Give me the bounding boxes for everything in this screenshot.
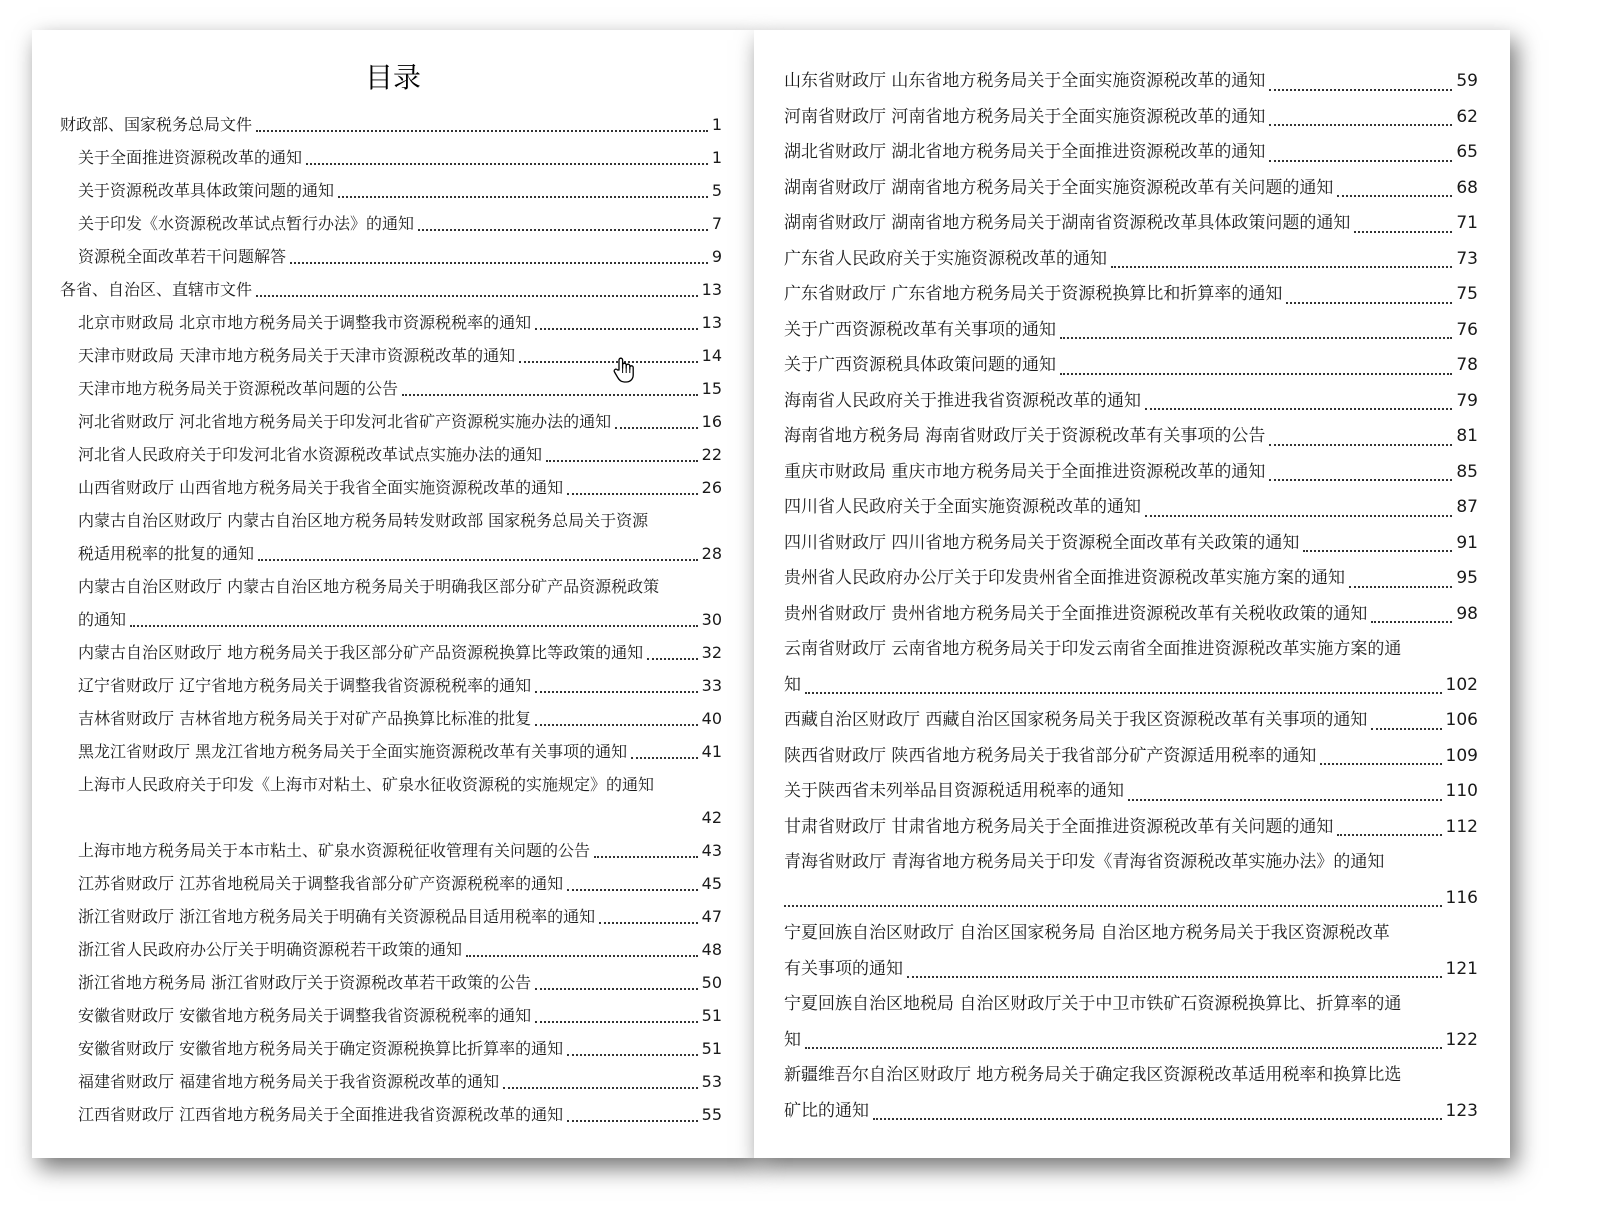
dot-leader [535,957,698,990]
toc-entry-title: 内蒙古自治区财政厅 内蒙古自治区地方税务局转发财政部 国家税务总局关于资源 [78,511,649,530]
toc-page-number: 116 [1445,887,1478,908]
toc-entry[interactable] [32,1098,754,1131]
toc-entry-title: 湖南省财政厅 湖南省地方税务局关于全面实施资源税改革有关问题的通知 [784,177,1334,198]
toc-entry-title: 河北省人民政府关于印发河北省水资源税改革试点实施办法的通知 [78,445,543,464]
dot-leader [1269,126,1452,162]
toc-page-number: 65 [1456,142,1478,162]
toc-entry-title: 重庆市财政局 重庆市地方税务局关于全面推进资源税改革的通知 [784,461,1266,482]
toc-page-number: 26 [701,478,722,497]
toc-entry-title: 西藏自治区财政厅 西藏自治区国家税务局关于我区资源税改革有关事项的通知 [784,710,1368,730]
toc-entry-title-continued: 的通知 [78,610,127,629]
dot-leader [519,330,698,363]
toc-entry[interactable] [32,735,754,768]
toc-page-number: 50 [701,973,722,992]
toc-entry-title-continued: 矿比的通知 [784,1100,869,1121]
toc-page-number: 62 [1456,106,1478,127]
toc-entry-title: 宁夏回族自治区财政厅 自治区国家税务局 自治区地方税务局关于我区资源税改革 [784,923,1390,943]
toc-page-number: 40 [701,709,722,728]
dot-leader [1269,446,1452,482]
dot-leader [338,165,708,198]
toc-page-number: 7 [711,214,722,233]
toc-entry-title-continued: 知 [784,1029,801,1050]
toc-entry-title: 各省、自治区、直辖市文件 [60,280,253,299]
toc-entry-title: 甘肃省财政厅 甘肃省地方税务局关于全面推进资源税改革有关问题的通知 [784,816,1334,837]
dot-leader [503,1056,698,1089]
toc-entry-title: 陕西省财政厅 陕西省地方税务局关于我省部分矿产资源适用税率的通知 [784,745,1317,766]
dot-leader [1128,765,1442,801]
toc-page-number: 71 [1456,213,1478,233]
toc-page-number: 122 [1445,1029,1478,1050]
toc-entry[interactable] [32,504,754,570]
toc-page-number: 1 [711,115,722,134]
toc-page-number: 75 [1456,284,1478,304]
dot-leader [1269,91,1452,127]
dot-leader [535,990,698,1023]
toc-entry-title: 贵州省财政厅 贵州省地方税务局关于全面推进资源税改革有关税收政策的通知 [784,603,1368,624]
toc-entry-title: 湖南省财政厅 湖南省地方税务局关于湖南省资源税改革具体政策问题的通知 [784,213,1351,233]
toc-page-number: 109 [1445,745,1478,766]
toc-page-number: 51 [701,1006,722,1025]
toc-entry-title: 广东省人民政府关于实施资源税改革的通知 [784,248,1107,269]
toc-entry-title-continued: 知 [784,674,801,695]
dot-leader [418,198,708,231]
toc-page-number: 85 [1456,461,1478,482]
toc-entry-title: 青海省财政厅 青海省地方税务局关于印发《青海省资源税改革实施办法》的通知 [784,852,1385,872]
dot-leader [466,924,698,957]
toc-entry-title: 湖北省财政厅 湖北省地方税务局关于全面推进资源税改革的通知 [784,142,1266,162]
toc-page-number: 59 [1456,71,1478,91]
dot-leader [256,264,698,297]
dot-leader [1349,552,1452,588]
toc-entry-title: 海南省地方税务局 海南省财政厅关于资源税改革有关事项的公告 [784,426,1266,446]
toc-entry-title: 关于印发《水资源税改革试点暂行办法》的通知 [78,214,415,233]
toc-page-number: 53 [701,1072,722,1091]
dot-leader [1269,410,1452,446]
toc-entry-title: 浙江省地方税务局 浙江省财政厅关于资源税改革若干政策的公告 [78,973,532,992]
dot-leader [130,594,698,627]
dot-leader [1371,588,1452,624]
toc-page-number: 13 [701,313,722,332]
toc-page-number: 79 [1456,390,1478,411]
dot-leader [631,726,698,759]
toc-page-number: 98 [1456,603,1478,624]
toc-page-number: 106 [1445,710,1478,730]
toc-page-number: 32 [701,643,722,662]
toc-entry-title: 福建省财政厅 福建省地方税务局关于我省资源税改革的通知 [78,1072,500,1091]
toc-entry[interactable] [754,916,1510,987]
dot-leader [784,872,1442,908]
dot-leader [546,429,698,462]
toc-entry-title: 关于广西资源税改革有关事项的通知 [784,319,1056,340]
toc-title: 目录 [364,61,421,94]
toc-entry-title: 海南省人民政府关于推进我省资源税改革的通知 [784,390,1141,411]
toc-entry-title: 江西省财政厅 江西省地方税务局关于全面推进我省资源税改革的通知 [78,1105,564,1124]
toc-entry-title: 上海市人民政府关于印发《上海市对粘土、矿泉水征收资源税的实施规定》的通知 [78,775,655,794]
toc-page-number: 87 [1456,497,1478,517]
toc-entry-title: 浙江省人民政府办公厅关于明确资源税若干政策的通知 [78,940,463,959]
toc-page-number: 15 [701,379,722,398]
toc-page-number: 78 [1456,355,1478,375]
toc-entry-title: 资源税全面改革若干问题解答 [78,247,287,266]
dot-leader [1145,375,1452,411]
toc-page-number: 102 [1445,674,1478,695]
toc-entry-title: 关于广西资源税具体政策问题的通知 [784,355,1056,375]
toc-page-number: 42 [701,808,722,827]
toc-page-number: 13 [701,280,722,299]
dot-leader [805,1014,1442,1050]
toc-page-number: 68 [1456,177,1478,198]
toc-page-number: 110 [1445,781,1478,801]
toc-entry-title: 辽宁省财政厅 辽宁省地方税务局关于调整我省资源税税率的通知 [78,676,532,695]
toc-page-number: 14 [701,346,722,365]
dot-leader [256,99,708,132]
toc-entry-title: 宁夏回族自治区地税局 自治区财政厅关于中卫市铁矿石资源税换算比、折算率的通 [784,994,1402,1014]
toc-page-number: 5 [711,181,722,200]
toc-page-number: 28 [701,544,722,563]
dot-leader [535,660,698,693]
dot-leader [907,943,1442,979]
toc-entry-title: 关于资源税改革具体政策问题的通知 [78,181,335,200]
toc-entry-title: 安徽省财政厅 安徽省地方税务局关于调整我省资源税税率的通知 [78,1006,532,1025]
dot-leader [1286,268,1452,304]
dot-leader [1060,339,1452,375]
dot-leader [873,1085,1442,1121]
dot-leader [1145,481,1452,517]
toc-entry-title: 山东省财政厅 山东省地方税务局关于全面实施资源税改革的通知 [784,71,1266,91]
toc-entry-title: 财政部、国家税务总局文件 [60,115,253,134]
dot-leader [402,363,698,396]
dot-leader [615,396,698,429]
toc-page-number: 9 [711,247,722,266]
toc-entry-title: 浙江省财政厅 浙江省地方税务局关于明确有关资源税品目适用税率的通知 [78,907,596,926]
toc-page-number: 1 [711,148,722,167]
toc-page-number: 16 [701,412,722,431]
toc-entry[interactable] [754,845,1510,916]
right-toc-list [754,64,1510,1129]
toc-entry-title: 关于陕西省未列举品目资源税适用税率的通知 [784,781,1124,801]
left-page [32,30,754,1158]
toc-leader-line [784,881,1478,917]
dot-leader [1269,55,1452,91]
toc-page-number: 73 [1456,248,1478,269]
toc-page-number: 48 [701,940,722,959]
toc-entry[interactable] [754,597,1510,633]
toc-entry-title: 云南省财政厅 云南省地方税务局关于印发云南省全面推进资源税改革实施方案的通 [784,639,1402,659]
toc-entry-title-continued: 有关事项的通知 [784,958,903,979]
dot-leader [535,297,698,330]
toc-entry[interactable] [754,632,1510,703]
toc-page-number: 91 [1456,532,1478,553]
dot-leader [599,891,698,924]
toc-entry-title: 黑龙江省财政厅 黑龙江省地方税务局关于全面实施资源税改革有关事项的通知 [78,742,628,761]
hand-cursor-icon [612,356,636,384]
right-page [754,30,1510,1158]
dot-leader [1337,801,1441,837]
dot-leader [306,132,708,165]
toc-entry-title: 四川省人民政府关于全面实施资源税改革的通知 [784,497,1141,517]
dot-leader [1303,517,1452,553]
dot-leader [535,693,698,726]
toc-page-number: 51 [701,1039,722,1058]
toc-page-number: 55 [701,1105,722,1124]
dot-leader [567,462,698,495]
dot-leader [567,1023,698,1056]
toc-entry[interactable] [32,471,754,504]
toc-entry-title: 关于全面推进资源税改革的通知 [78,148,303,167]
dot-leader [567,1089,698,1122]
toc-page-number: 123 [1445,1100,1478,1121]
toc-page-number: 121 [1445,958,1478,979]
dot-leader [1320,730,1441,766]
left-toc-list [32,108,754,1131]
toc-entry-title: 河南省财政厅 河南省地方税务局关于全面实施资源税改革的通知 [784,106,1266,127]
dot-leader [1337,162,1452,198]
toc-entry[interactable] [754,810,1510,846]
toc-entry[interactable] [754,987,1510,1058]
dot-leader [1060,304,1452,340]
dot-leader [1371,694,1441,730]
toc-entry-title: 四川省财政厅 四川省地方税务局关于资源税全面改革有关政策的通知 [784,532,1300,553]
toc-page-number: 45 [701,874,722,893]
dot-leader [567,858,698,891]
toc-page-number: 47 [701,907,722,926]
toc-entry-title: 江苏省财政厅 江苏省地税局关于调整我省部分矿产资源税税率的通知 [78,874,564,893]
dot-leader [647,627,698,660]
toc-entry-title: 安徽省财政厅 安徽省地方税务局关于确定资源税换算比折算率的通知 [78,1039,564,1058]
toc-page-number: 33 [701,676,722,695]
toc-page-number: 30 [701,610,722,629]
dot-leader [805,659,1442,695]
dot-leader [258,528,698,561]
toc-entry-title: 北京市财政局 北京市地方税务局关于调整我市资源税税率的通知 [78,313,532,332]
toc-page-number: 81 [1456,426,1478,446]
toc-entry-title: 天津市财政局 天津市地方税务局关于天津市资源税改革的通知 [78,346,516,365]
toc-page-number: 41 [701,742,722,761]
toc-page-number: 112 [1445,816,1478,837]
toc-entry-title: 吉林省财政厅 吉林省地方税务局关于对矿产品换算比标准的批复 [78,709,532,728]
toc-entry-title: 贵州省人民政府办公厅关于印发贵州省全面推进资源税改革实施方案的通知 [784,568,1345,588]
toc-entry-title: 上海市地方税务局关于本市粘土、矿泉水资源税征收管理有关问题的公告 [78,841,591,860]
toc-entry-title: 山西省财政厅 山西省地方税务局关于我省全面实施资源税改革的通知 [78,478,564,497]
toc-page-number: 43 [701,841,722,860]
dot-leader [290,231,708,264]
toc-page-number: 22 [701,445,722,464]
toc-entry-title: 内蒙古自治区财政厅 内蒙古自治区地方税务局关于明确我区部分矿产品资源税政策 [78,577,660,596]
toc-entry-title: 天津市地方税务局关于资源税改革问题的公告 [78,379,399,398]
toc-page-number: 76 [1456,319,1478,340]
toc-entry-title: 内蒙古自治区财政厅 地方税务局关于我区部分矿产品资源税换算比等政策的通知 [78,643,644,662]
toc-entry-title: 新疆维吾尔自治区财政厅 地方税务局关于确定我区资源税改革适用税率和换算比选 [784,1065,1402,1085]
toc-entry-title: 河北省财政厅 河北省地方税务局关于印发河北省矿产资源税实施办法的通知 [78,412,612,431]
dot-leader [1111,233,1452,269]
toc-entry[interactable] [754,1058,1510,1129]
dot-leader [1354,197,1452,233]
toc-page-number: 95 [1456,568,1478,588]
toc-entry-title-continued: 税适用税率的批复的通知 [78,544,255,563]
toc-entry-title: 广东省财政厅 广东省地方税务局关于资源税换算比和折算率的通知 [784,284,1283,304]
toc-entry[interactable] [32,570,754,636]
dot-leader [594,825,698,858]
